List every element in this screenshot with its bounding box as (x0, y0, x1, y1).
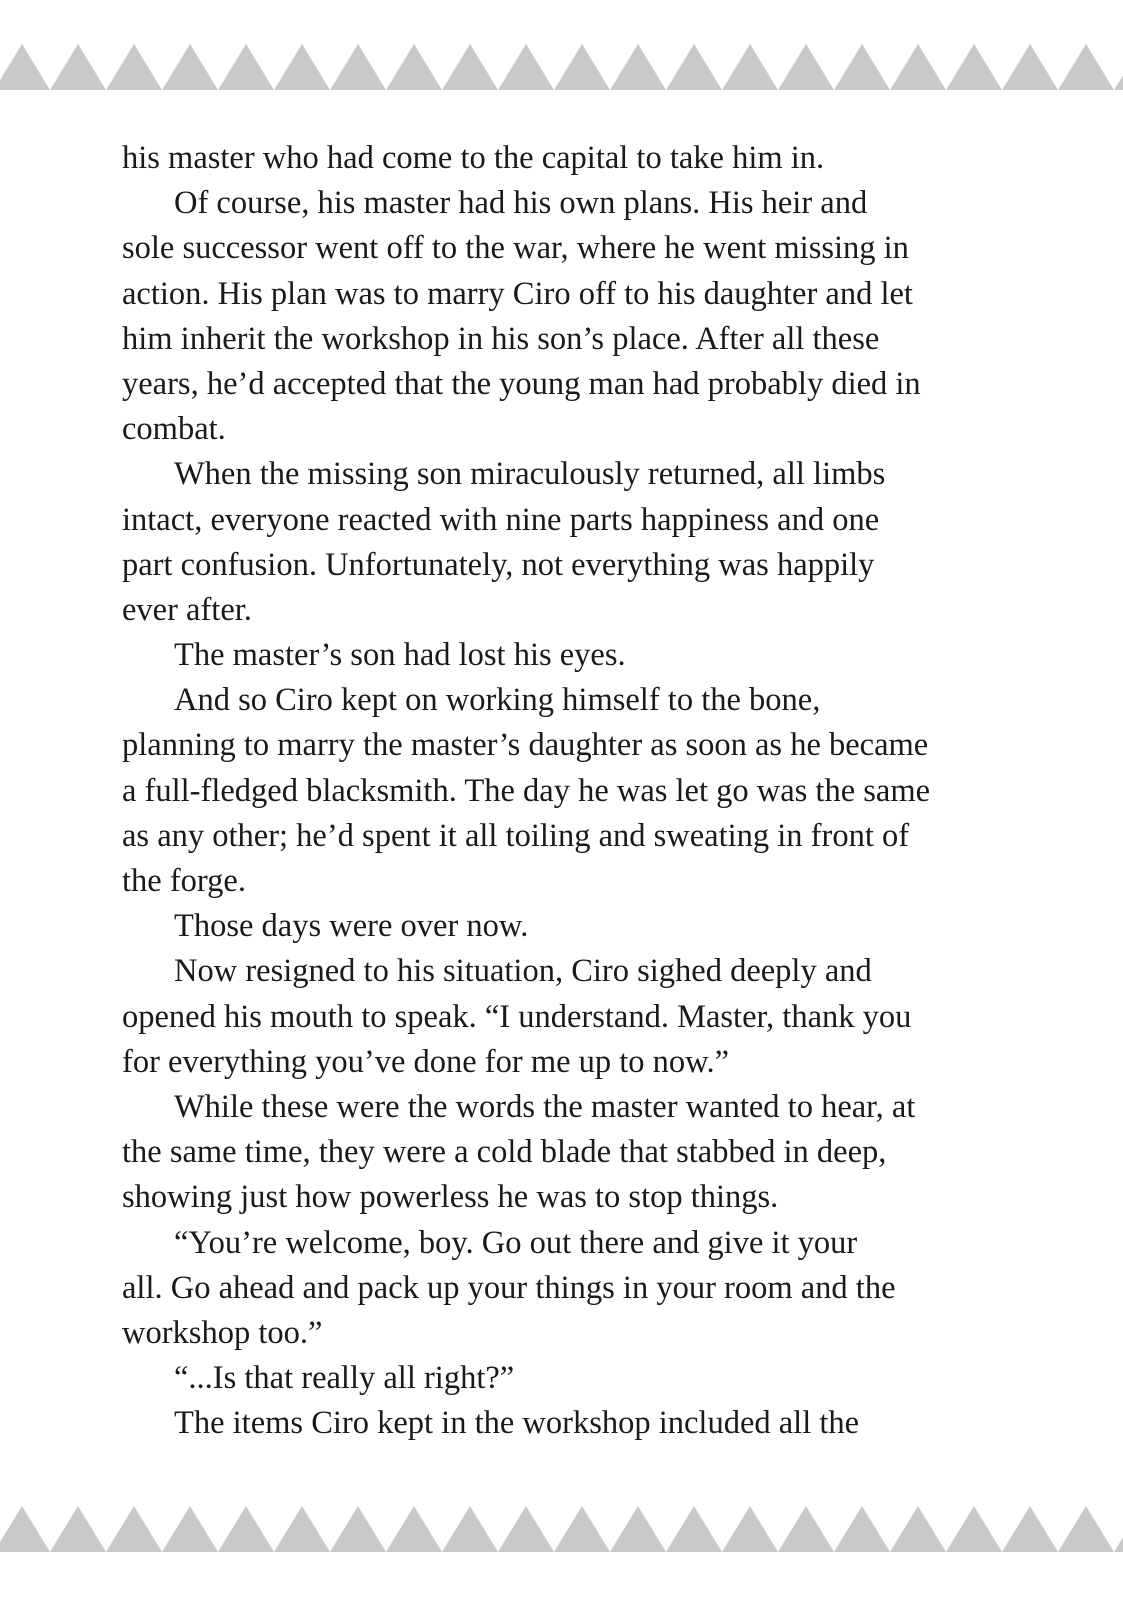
border-triangle (218, 1506, 274, 1552)
text-line: the same time, they were a cold blade that stabbed in deep, (122, 1134, 887, 1171)
bottom-triangle-border (0, 1506, 1123, 1552)
text-line: years, he’d accepted that the young man had probably died in (122, 365, 921, 402)
text-line: The items Ciro kept in the workshop included all the (174, 1405, 860, 1442)
text-line: him inherit the workshop in his son’s place. After all these (122, 320, 880, 357)
text-line: opened his mouth to speak. “I understand. Master, thank you (122, 998, 912, 1035)
text-line: his master who had come to the capital to take him in. (122, 140, 825, 176)
border-triangle (0, 1506, 50, 1552)
border-triangle (666, 44, 722, 90)
border-triangle (274, 44, 330, 90)
border-triangle (554, 1506, 610, 1552)
border-triangle (778, 1506, 834, 1552)
border-triangle (386, 44, 442, 90)
border-triangle (834, 1506, 890, 1552)
border-triangle (1002, 1506, 1058, 1552)
border-triangle (386, 1506, 442, 1552)
text-line: the forge. (122, 863, 246, 899)
border-triangle (722, 1506, 778, 1552)
text-line: “...Is that really all right?” (174, 1360, 515, 1397)
border-triangle (330, 1506, 386, 1552)
text-line: for everything you’ve done for me up to now.” (122, 1043, 730, 1080)
border-triangle (106, 1506, 162, 1552)
top-triangle-border (0, 44, 1123, 90)
text-line: combat. (122, 411, 226, 448)
border-triangle (1058, 44, 1114, 90)
text-line: The master’s son had lost his eyes. (174, 637, 626, 674)
text-line: as any other; he’d spent it all toiling and sweating in front of (122, 817, 910, 854)
text-line: workshop too.” (122, 1314, 323, 1351)
text-line: Of course, his master had his own plans. His heir and (174, 185, 868, 222)
border-triangle (498, 1506, 554, 1552)
border-triangle (722, 44, 778, 90)
border-triangle (890, 1506, 946, 1552)
border-triangle (274, 1506, 330, 1552)
border-triangle (50, 1506, 106, 1552)
border-triangle (162, 1506, 218, 1552)
text-line: “You’re welcome, boy. Go out there and give it your (174, 1224, 858, 1261)
text-line: part confusion. Unfortunately, not everything was happily (122, 546, 875, 583)
border-triangle (1002, 44, 1058, 90)
border-triangle (106, 44, 162, 90)
border-triangle (442, 1506, 498, 1552)
book-page-text (122, 136, 1002, 1446)
border-triangle (890, 44, 946, 90)
border-triangle (1114, 1506, 1123, 1552)
border-triangle (778, 44, 834, 90)
border-triangle (50, 44, 106, 90)
border-triangle (0, 44, 50, 90)
border-triangle (498, 44, 554, 90)
border-triangle (218, 44, 274, 90)
border-triangle (1114, 44, 1123, 90)
border-triangle (610, 1506, 666, 1552)
text-line: And so Ciro kept on working himself to the bone, (174, 682, 821, 719)
border-triangle (1058, 1506, 1114, 1552)
text-line: While these were the words the master wanted to hear, at (174, 1088, 916, 1125)
text-line: a full-fledged blacksmith. The day he was let go was the same (122, 772, 931, 809)
border-triangle (610, 44, 666, 90)
text-line: ever after. (122, 591, 252, 628)
text-line: intact, everyone reacted with nine parts happiness and one (122, 501, 880, 538)
text-line: When the missing son miraculously returned, all limbs (174, 456, 886, 493)
border-triangle (946, 44, 1002, 90)
text-line: all. Go ahead and pack up your things in your room and the (122, 1269, 896, 1306)
text-line: showing just how powerless he was to stop things. (122, 1179, 779, 1216)
border-triangle (946, 1506, 1002, 1552)
border-triangle (554, 44, 610, 90)
text-line: planning to marry the master’s daughter as soon as he became (122, 727, 929, 764)
border-triangle (442, 44, 498, 90)
text-line: action. His plan was to marry Ciro off to his daughter and let (122, 275, 913, 312)
border-triangle (666, 1506, 722, 1552)
text-line: Those days were over now. (174, 908, 529, 945)
border-triangle (330, 44, 386, 90)
border-triangle (834, 44, 890, 90)
border-triangle (162, 44, 218, 90)
text-line: sole successor went off to the war, where he went missing in (122, 230, 909, 267)
text-line: Now resigned to his situation, Ciro sighed deeply and (174, 953, 872, 990)
